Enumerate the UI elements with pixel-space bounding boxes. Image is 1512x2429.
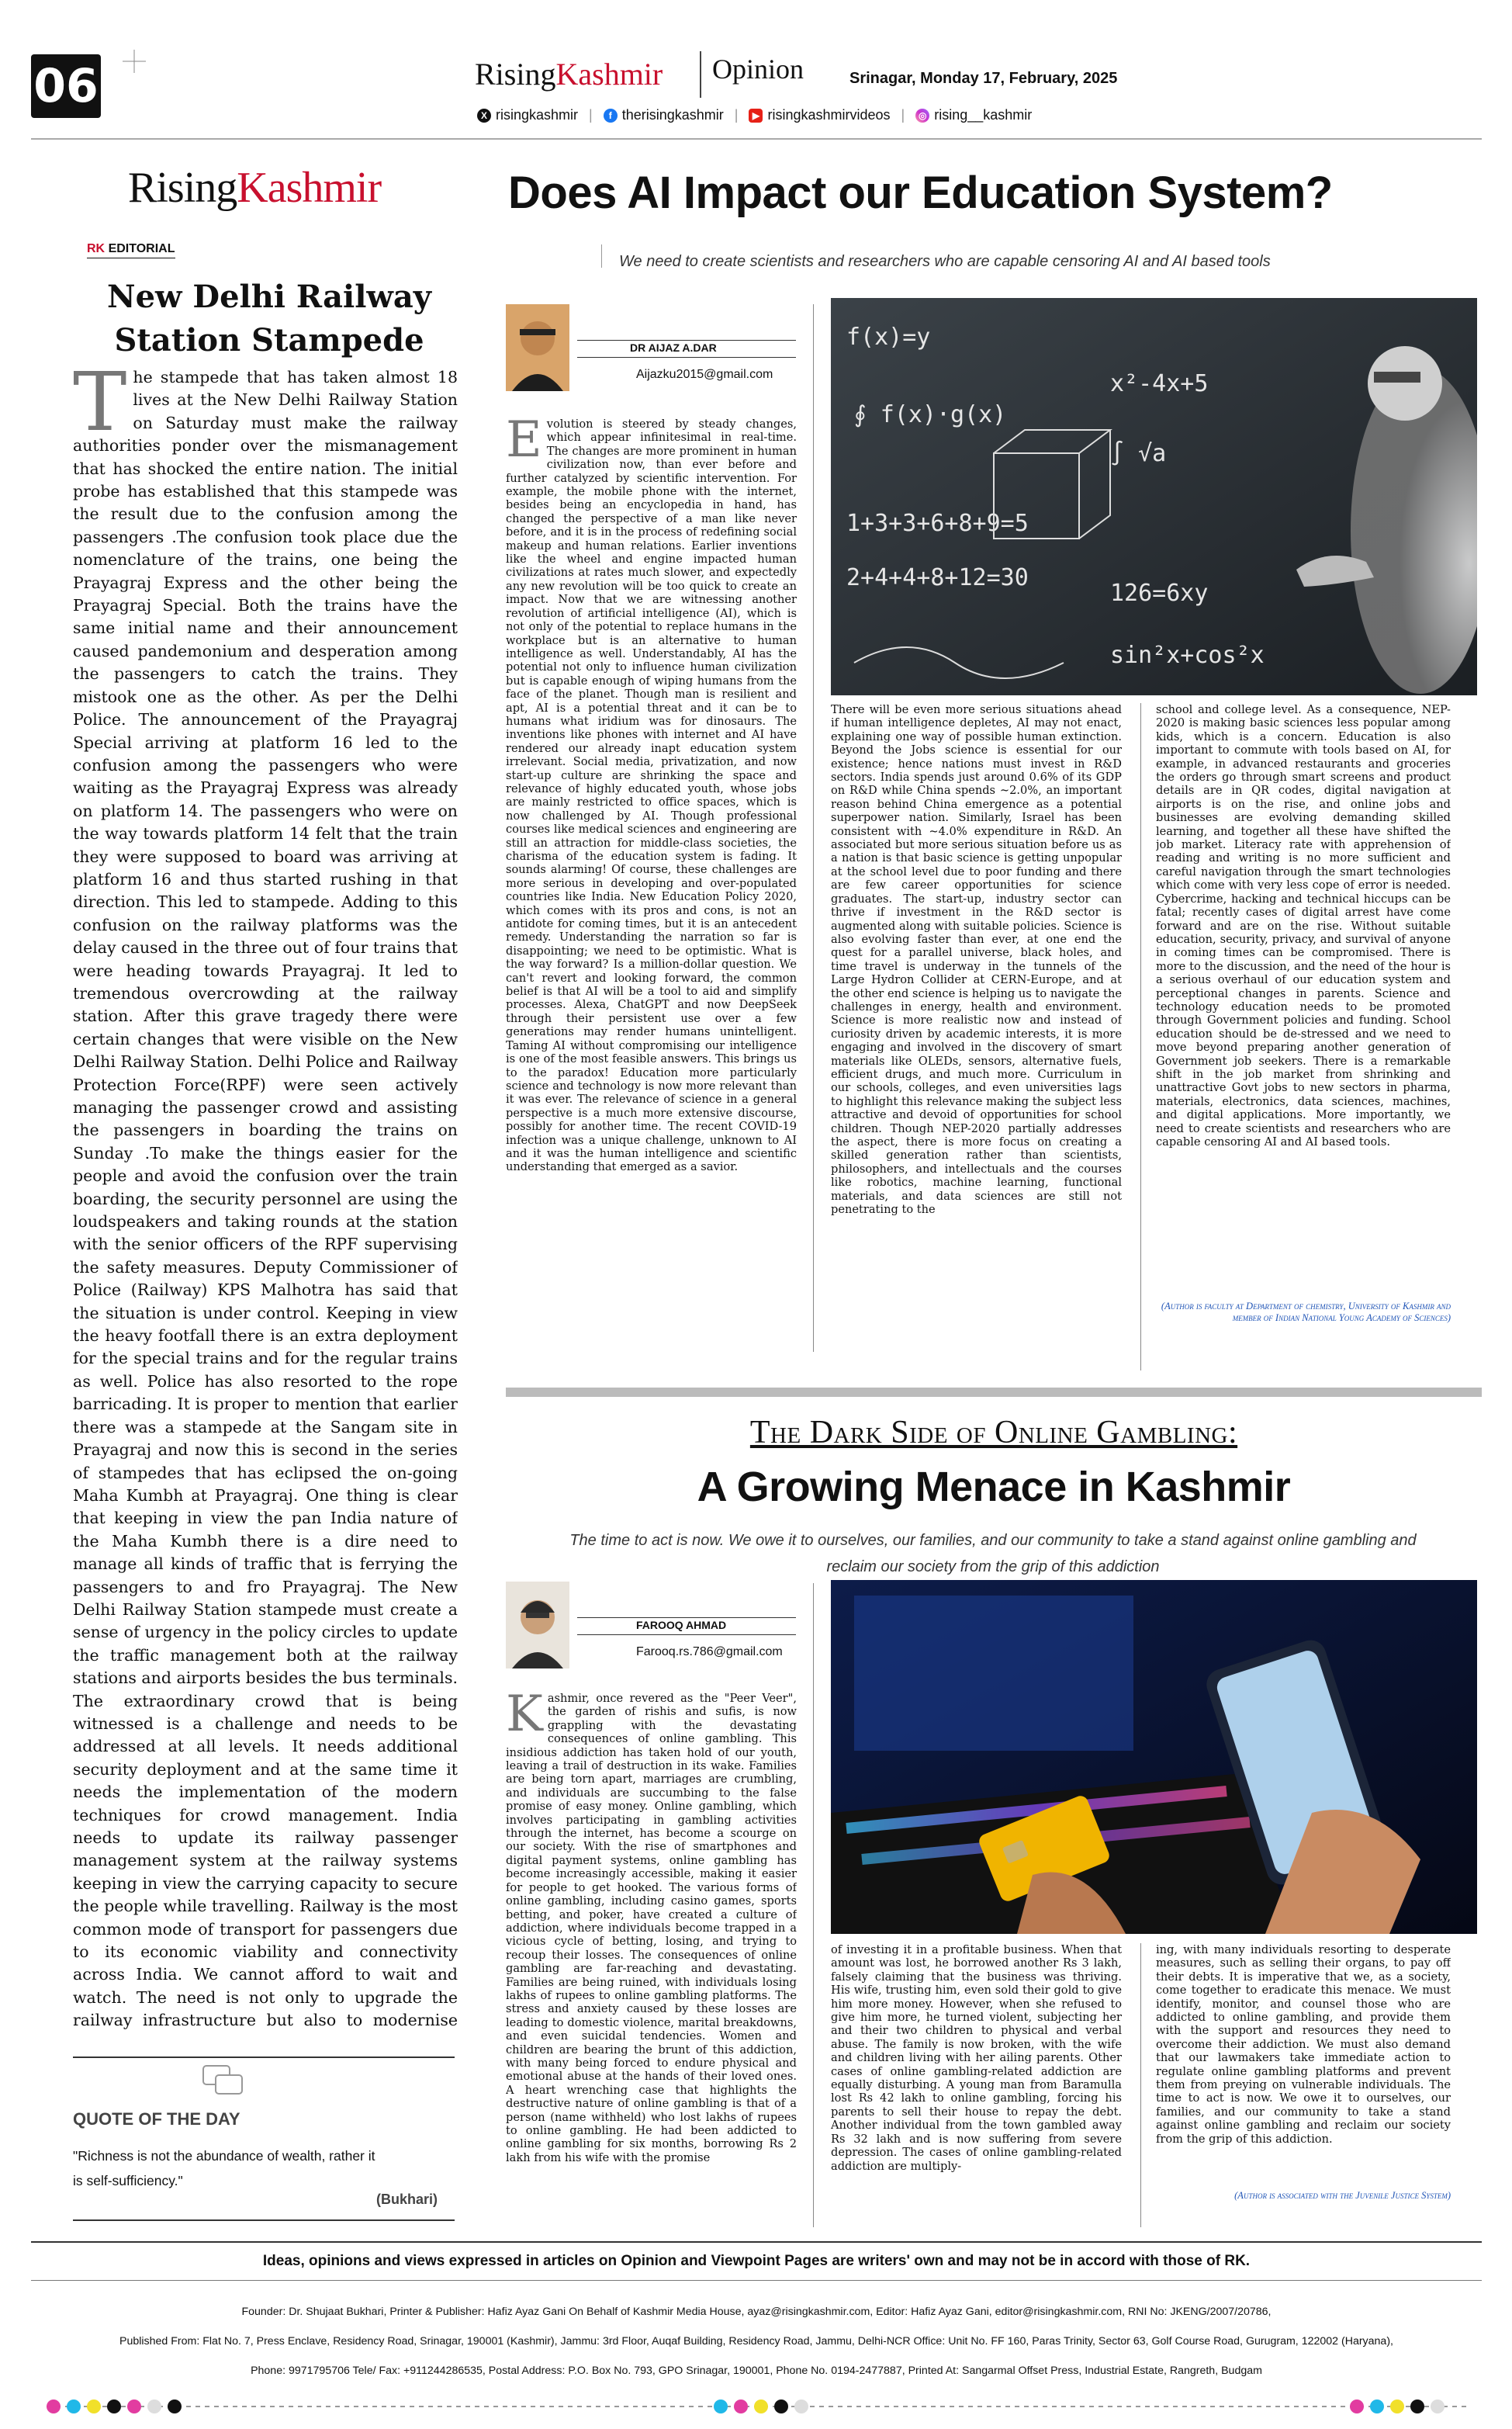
formula-3: x²-4x+5 (1110, 370, 1209, 397)
col-divider (1140, 703, 1141, 1370)
article2-dropcap: K (506, 1692, 543, 1743)
article2-byline[interactable] (506, 1582, 796, 1668)
imprint-line-2: Published From: Flat No. 7, Press Enclave, Residency Road, Srinagar, 190001 (Kashmir), Jammu: 3rd Floor, Auqaf Building, Residency Road, Jammu, Delhi-NCR Office: Unit No. FF 160, Paras Trinity, Sector 63, Golf Course Road, Gurugram, 122002 (Haryana), (119, 2335, 1393, 2348)
crop-mark-icon (123, 50, 146, 73)
social-facebook[interactable]: f therisingkashmir (604, 107, 724, 123)
article1-col1: Evolution is steered by steady changes, which appear infinitesimal in real-time. The changes are more prominent in human civilization now, than ever before and further catalyzed by scientific intervention. For example, the mobile phone with the internet, besides being an encyclopedia in hand, has changed the perspective of a man like never before, and it is in the process of redefining social makeup and human relations. Earlier inventions like the wheel and engine impacted human civilizations at rates much slower, and expectedly any new revolution will be too quick to create an impact. Now that we are witnessing another revolution of artificial intelligence (AI), which is not only of the potential to replace humans in the workplace but is an alternative to human intelligence as well. Understandably, AI has the potential not only to influence human civilization but is capable enough of wiping humans from the face of the planet. Though man is resilient and apt, AI is a potential threat and it can be to humans what iridium was for dinosaurs. The inventions like phones with internet and AI have rendered our already inapt education system irrelevant. Social media, privatization, and now start-up culture are shrinking the space and relevance of highly educated youth, whose jobs are mainly restricted to office spaces, which is now challenged by AI. Though professional courses like medical sciences and engineering are still an attraction for middle-class societies, the charisma of the education system is fading. It sounds alarming! Of course, these challenges are more serious in developing and over-populated countries like India. New Education Policy 2020, which comes with its pros and cons, is not an antidote for coming times, but it is an antecedent remedy. Understanding the narration so far is disappointing; we need to be optimistic. What is the way forward? Is a million-dollar question. We can't revert and looking forward, the common belief is that AI will be a tool to aid and simplify processes. Alexa, ChatGPT and now DeepSeek through their persistent use over a few generations may render humans unintelligent. Taming AI without compromising our intelligence is one of the most feasible answers. This brings us to the paradox! Education more particularly science and technology is now more relevant than it was ever. The relevance of science in a general perspective is a much more extensive discourse, possibly for another time. The recent COVID-19 infection was a unique challenge, unknown to AI and it was the human intelligence and scientific understanding that emerged as a savior. (506, 418, 797, 1174)
article1-subhead: We need to create scientists and researchers who are capable censoring AI and AI based tools (619, 253, 1271, 270)
author-photo-icon (506, 1582, 569, 1668)
col-divider (1140, 1943, 1141, 2227)
speech-bubble-icon (202, 2064, 245, 2098)
formula-8: sin²x+cos²x (1110, 642, 1265, 669)
article2-image (831, 1580, 1477, 1934)
editorial-label: RK EDITORIAL (87, 242, 175, 258)
article2-email[interactable]: Farooq.rs.786@gmail.com (636, 1645, 783, 1658)
col-divider (813, 1583, 814, 2227)
instagram-icon: ◎ (915, 109, 929, 123)
section-name: Opinion (712, 54, 804, 85)
formula-5: 2+4+4+8+12=30 (846, 564, 1029, 591)
social-instagram[interactable]: ◎ rising__kashmir (915, 107, 1032, 123)
x-icon: X (477, 109, 491, 123)
footer-rule-2 (31, 2280, 1482, 2281)
formula-2: ∮ f(x)·g(x) (854, 401, 1007, 428)
youtube-icon: ▶ (749, 109, 763, 123)
article1-col3: school and college level. As a consequence, NEP-2020 is making basic sciences less popular among kids, which is a concern. Education is also important to commute with tools based on AI, for example, in advanced restaurants and groceries the orders go through smart screens and product details are in QR codes, digital navigation at airports is on the rise, and online jobs and businesses are evolving demanding skilled learning, and together all these have shifted the job market. Literacy rate with apprehension of reading and writing is no more sufficient and careful navigation through the smart technologies which come with very less cope of error is needed. Cybercrime, hacking and technical hiccups can be fatal; recently cases of digital arrest have come forward and are on the rise. Without suitable education, security, privacy, and survival of anyone in coming times can be compromised. There is more to the discussion, and the need of the hour is a serious overhaul of our education system and perceptional changes in parents. Science and technology education needs to be promoted through Government policies and funding. School education should be de-stressed and we need to move beyond preparing another generation of Government job seekers. There is a remarkable shift in the job market from shrinking and unattractive Govt jobs to new sectors in pharma, materials, electronics, data sciences, machines, and digital applications. More importantly, we need to create scientists and researchers who are capable censoring AI and AI based tools. (1156, 703, 1451, 1149)
article2-col1: Kashmir, once revered as the "Peer Veer", the garden of rishis and sufis, is now grappling with the devastating consequences of online gambling. This insidious addiction has taken hold of our youth, leaving a trail of destruction in its wake. Families are being torn apart, marriages are crumbling, and individuals are succumbing to the false promise of easy money. Online gambling, which involves participating in gambling activities through the internet, has become a scourge on our society. With the rise of smartphones and digital payment systems, online gambling has become increasingly accessible, making it easier for people to get hooked. The various forms of online gambling, including casino games, sports betting, and poker, have created a culture of addiction, where individuals become trapped in a vicious cycle of betting, losing, and trying to recoup their losses. The consequences of online gambling are far-reaching and devastating. Families are being ruined, with individuals losing lakhs of rupees to online gambling platforms. The stress and anxiety caused by these losses are leading to domestic violence, marital breakdowns, and even suicidal tendencies. Women and children are bearing the brunt of this addiction, with many being forced to endure physical and emotional abuse at the hands of their loved ones. A heart wrenching case that highlights the destructive nature of online gambling is that of a person (name withheld) who lost lakhs of rupees to online gambling. He had been addicted to online gambling for six months, borrowing Rs 2 lakh from his wife with the promise (506, 1692, 797, 2164)
col-divider (813, 304, 814, 1352)
article2-author: FAROOQ AHMAD (636, 1619, 727, 1631)
author-photo-icon (506, 304, 569, 391)
article1-email[interactable]: Aijazku2015@gmail.com (636, 368, 773, 381)
article1-author: DR AIJAZ A.DAR (630, 341, 717, 354)
subhead-bracket (601, 244, 613, 268)
footer-rule (31, 2241, 1482, 2243)
social-x[interactable]: X risingkashmir (477, 107, 578, 123)
article2-col3: ing, with many individuals resorting to desperate measures, such as selling their organs, to pay off their debts. It is imperative that we, as a society, come together to eradicate this menace. We must identify, monitor, and counsel those who are addicted to online gambling, and provide them with the support and resources they need to overcome their addiction. We must also demand that our lawmakers take immediate action to regulate online gambling platforms and prevent them from preying on vulnerable individuals. The time to act is now. We owe it to ourselves, our families, and our community to take a stand against online gambling and reclaim our society from the grip of this addiction. (1156, 1943, 1451, 2146)
print-registration-left (47, 2400, 182, 2413)
page-number: 06 (31, 54, 101, 118)
editorial-masthead: RisingKashmir (128, 164, 382, 212)
dateline: Srinagar, Monday 17, February, 2025 (849, 70, 1118, 87)
quote-rule (73, 2057, 455, 2058)
print-registration-right (1350, 2400, 1445, 2413)
header-divider (700, 51, 701, 98)
facebook-icon: f (604, 109, 618, 123)
imprint-line-3: Phone: 9971795706 Tele/ Fax: +911244286535, Postal Address: P.O. Box No. 793, GPO Srinagar, 190001, Phone No. 0194-2477887, Printed At: Sangarmal Offset Press, Industrial Estate, Rangreth, Budgam (251, 2365, 1262, 2377)
header-brand: RisingKashmir (475, 57, 663, 92)
quote-heading: QUOTE OF THE DAY (73, 2109, 240, 2129)
quote-author: (Bukhari) (376, 2192, 438, 2207)
quote-bottom-rule (73, 2219, 455, 2221)
editorial-title: New Delhi Railway Station Stampede (107, 279, 431, 359)
editorial-body: The stampede that has taken almost 18 lives at the New Delhi Railway Station on Saturday must make the railway authorities ponder over the mismanagement that has shocked the entire nation. The initial probe has established that this stampede was the result due to the confusion among the passengers .The confusion took place due the nomenclature of the trains, one being the Prayagraj Express and the other being the Prayagraj Special. Both the trains have the same initial name and their announcement caused pandemonium and desperation among the passengers to catch the trains. They mistook one as the other. As per the Delhi Police. The announcement of the Prayagraj Special arriving at platform 16 led to the confusion among the passengers who were waiting as the Prayagraj Express was already on platform 14. The passengers who were on the way towards platform 14 felt that the train they were supposed to board was arriving at platform 16 and thus started rushing in that direction. This led to stampede. Adding to this confusion on the railway platforms was the delay caused in the three out of four trains that were heading towards Prayagraj. It led to tremendous overcrowding at the railway station. After this grave tragedy there were certain changes that were visible on the New Delhi Railway Station. Delhi Police and Railway Protection Force(RPF) were seen actively managing the passenger crowd and assisting the passengers in boarding the trains on Sunday .To make the things easier for the people and avoid the confusion over the train boarding, the security personnel are using the loudspeakers and taking rounds at the station with the senior officers of the RPF supervising the safety measures. Deputy Commissioner of Police (Railway) KPS Malhotra has said that the situation is under control. Keeping in view the heavy footfall there is an extra deployment for the special trains and for the regular trains as well. Police has also resorted to the rope barricading. It is proper to mention that earlier there was a stampede at the Sangam site in Prayagraj and now this is second in the series of stampedes that has eclipsed the on-going Maha Kumbh at Prayagraj. One thing is clear that keeping in view the pan India nature of the Maha Kumbh there is a dire need to manage all kinds of traffic that is ferrying the passengers to and fro Prayagraj. The New Delhi Railway Station stampede must create a sense of urgency in the policy circles to update the traffic management both at the railway stations and airports besides the bus terminals. The extraordinary crowd that is being witnessed is a challenge and needs to be addressed at all levels. It needs additional security deployment and at the same time it needs the implementation of the modern techniques for crowd management. India needs to update its railway passenger management system at the railway systems keeping in view the carrying capacity to secure the people while travelling. Railway is the most common mode of transport for passengers due to its economic viability and connectivity across India. We cannot afford to wait and watch. The need is not only to upgrade the railway infrastructure but also to modernise (73, 366, 458, 2030)
print-registration-center (714, 2400, 808, 2413)
social-youtube[interactable]: ▶ risingkashmirvideos (749, 107, 890, 123)
header-rule (31, 138, 1482, 140)
footer-disclaimer: Ideas, opinions and views expressed in articles on Opinion and Viewpoint Pages are writers' own and may not be in accord with those of RK. (262, 2253, 1251, 2269)
article2-credit: (Author is associated with the Juvenile Justice System) (1234, 2190, 1451, 2201)
article2-headline: A Growing Menace in Kashmir (697, 1464, 1291, 1510)
footer-imprint (31, 2297, 1482, 2386)
editorial-dropcap: T (73, 366, 127, 449)
formula-4: 1+3+3+6+8+9=5 (846, 510, 1029, 537)
article2-kicker: The Dark Side of Online Gambling: (749, 1415, 1238, 1450)
article1-col2: There will be even more serious situations ahead if human intelligence depletes, AI may not enact, explaining one way of possible human extinction. Beyond the Jobs science is essential for our existence; hence nations must invest in R&D sectors. India spends just around 0.6% of its GDP on R&D while China spends ~2.0%, an important reason behind China emergence as a potential superpower nation. Similarly, Israel has been consistent with ~4.0% expenditure in R&D. An associated but more serious situation before us as a nation is that basic science is getting unpopular at the school level due to poor funding and there are few career opportunities for science graduates. The start-up, industry sector can thrive if investment in the R&D sector is augmented along with suitable policies. Science is also evolving faster than ever, at one end the quest for a parallel universe, black holes, and time travel is underway in the tunnels of the Large Hydron Collider at CERN-Europe, and at the other end science is helping us to navigate the challenges in energy, health and environment. Science is more realistic now and instead of curiosity driven by academic interests, it is more engaging and involved in the discovery of smart materials like OLEDs, sensors, alternative fuels, efficient drugs, and much more. Curriculum in our schools, colleges, and even universities lags to highlight this relevance making the subject less attractive and devoid of opportunities for school children. Though NEP-2020 partially addresses the aspect, there is more focus on creating a skilled generation rather than scientists, philosophers, and intellectuals and the courses like robotics, machine learning, functional materials, and data sciences are still not penetrating to the (831, 703, 1122, 1217)
imprint-line-1: Founder: Dr. Shujaat Bukhari, Printer & Publisher: Hafiz Ayaz Gani On Behalf of Kashmir Media House, ayaz@risingkashmir.com, Editor: Hafiz Ayaz Gani, editor@risingkashmir.com, RNI No: JKENG/2007/20786, (241, 2306, 1272, 2318)
formula-1: f(x)=y (846, 324, 931, 351)
article1-headline: Does AI Impact our Education System? (508, 168, 1333, 218)
social-links: X risingkashmir | f therisingkashmir | ▶ risingkashmirvideos | ◎ rising__kashmir (477, 107, 1032, 123)
formula-7: 126=6xy (1110, 580, 1209, 607)
section-divider-bar (506, 1388, 1482, 1397)
article2-subhead: The time to act is now. We owe it to ourselves, our families, and our community to take a stand against online gambling and reclaim our society from the grip of this addiction (569, 1532, 1417, 1575)
quote-text: "Richness is not the abundance of wealth, rather it is self-sufficiency." (73, 2148, 375, 2188)
article2-col2: of investing it in a profitable business. When that amount was lost, he borrowed another Rs 3 lakh, falsely claiming that the business was thriving. His wife, trusting him, even sold their gold to give him more money. However, when she refused to give him more, he turned violent, subjecting her and their two children to physical and verbal abuse. The family is now broken, with the wife and children living with her ailing parents. Other cases of online gambling-related addiction are equally disturbing. A young man from Baramulla lost Rs 42 lakh to online gambling, forcing his parents to sell their house to repay the debt. Another individual from the town gambled away Rs 32 lakh and is now suffering from severe depression. The cases of online gambling-related addiction are multiply- (831, 1943, 1122, 2173)
formula-6: ∫ √a (1110, 440, 1167, 467)
article1-credit: (Author is faculty at Department of chemistry, University of Kashmir and member of Indian National Young Academy of Sciences) (1161, 1301, 1451, 1323)
article1-byline[interactable] (506, 304, 796, 391)
article1-image (831, 298, 1477, 695)
article1-dropcap: E (506, 418, 542, 469)
